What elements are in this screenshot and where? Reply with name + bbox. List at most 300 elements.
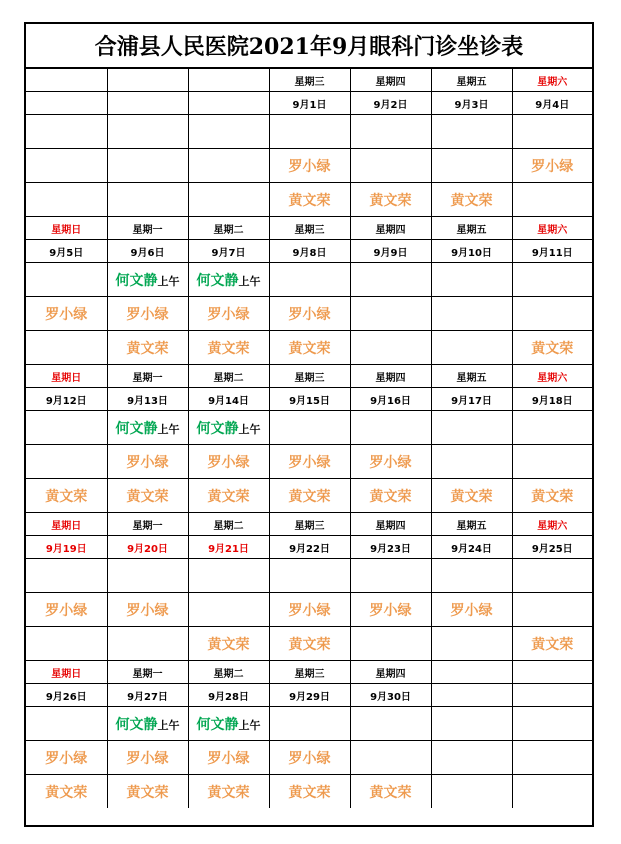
weekday-cell: [107, 513, 188, 536]
weekday-cell: [350, 217, 431, 240]
duty-cell: [107, 707, 188, 741]
duty-row: [26, 593, 592, 627]
duty-cell: [431, 331, 512, 365]
weekday-cell: [26, 365, 107, 388]
weekday-label: 星期六: [537, 520, 568, 532]
doctor-name: 黄文荣: [45, 488, 88, 505]
doctor-name: 罗小绿: [207, 750, 250, 767]
weekday-label: 星期四: [375, 520, 406, 532]
doctor-name: 黄文荣: [207, 784, 250, 801]
duty-cell: [188, 741, 269, 775]
duty-cell: [512, 445, 592, 479]
doctor-name: 黄文荣: [207, 340, 250, 357]
date-cell: [269, 92, 350, 115]
duty-cell: [26, 775, 107, 809]
date-cell: [188, 240, 269, 263]
doctor-name: 黄文荣: [288, 636, 331, 653]
date-row: [26, 92, 592, 115]
duty-cell: [107, 445, 188, 479]
date-cell: [512, 684, 592, 707]
doctor-name: 罗小绿: [531, 158, 574, 175]
duty-cell: [188, 183, 269, 217]
date-cell: [431, 92, 512, 115]
duty-cell: [350, 445, 431, 479]
duty-cell: [107, 559, 188, 593]
duty-cell: [188, 331, 269, 365]
date-cell: [107, 536, 188, 559]
duty-row: [26, 149, 592, 183]
weekday-cell: [431, 661, 512, 684]
duty-cell: [431, 149, 512, 183]
date-label: 9月10日: [451, 247, 492, 259]
duty-cell: [350, 559, 431, 593]
doctor-name: 罗小绿: [126, 454, 169, 471]
weekday-cell: [512, 69, 592, 92]
session-label: 上午: [157, 718, 180, 732]
duty-cell: [350, 593, 431, 627]
duty-cell: [269, 115, 350, 149]
duty-cell: [107, 263, 188, 297]
date-label: 9月7日: [211, 247, 246, 259]
duty-cell: [26, 593, 107, 627]
date-label: 9月28日: [208, 691, 249, 703]
date-label: 9月22日: [289, 543, 330, 555]
duty-cell: [431, 445, 512, 479]
date-label: 9月29日: [289, 691, 330, 703]
duty-cell: [512, 775, 592, 809]
doctor-name: 黄文荣: [45, 784, 88, 801]
doctor-name: 何文静: [196, 716, 239, 733]
doctor-name: 罗小绿: [288, 306, 331, 323]
doctor-name: 何文静: [115, 272, 158, 289]
duty-cell: [26, 331, 107, 365]
session-label: 上午: [238, 274, 261, 288]
date-row: [26, 240, 592, 263]
duty-cell: [26, 559, 107, 593]
date-label: 9月30日: [370, 691, 411, 703]
date-cell: [188, 388, 269, 411]
duty-cell: [26, 183, 107, 217]
weekday-cell: [350, 513, 431, 536]
date-cell: [512, 240, 592, 263]
weekday-cell: [512, 365, 592, 388]
doctor-name: 黄文荣: [126, 488, 169, 505]
weekday-cell: [188, 69, 269, 92]
duty-row: [26, 707, 592, 741]
date-cell: [431, 388, 512, 411]
duty-cell: [350, 115, 431, 149]
doctor-name: 罗小绿: [126, 306, 169, 323]
date-cell: [107, 92, 188, 115]
duty-cell: [188, 775, 269, 809]
duty-cell: [188, 297, 269, 331]
duty-cell: [26, 115, 107, 149]
date-label: 9月16日: [370, 395, 411, 407]
duty-cell: [269, 559, 350, 593]
date-cell: [107, 684, 188, 707]
date-cell: [107, 388, 188, 411]
weekday-cell: [512, 513, 592, 536]
doctor-name: 罗小绿: [369, 454, 412, 471]
duty-cell: [269, 445, 350, 479]
duty-cell: [269, 741, 350, 775]
duty-cell: [512, 741, 592, 775]
duty-cell: [188, 479, 269, 513]
duty-cell: [350, 707, 431, 741]
weekday-cell: [188, 513, 269, 536]
duty-cell: [269, 149, 350, 183]
weekday-cell: [512, 217, 592, 240]
date-label: 9月8日: [292, 247, 327, 259]
date-cell: [26, 536, 107, 559]
doctor-name: 罗小绿: [207, 454, 250, 471]
weekday-label: 星期四: [375, 668, 406, 680]
weekday-label: 星期四: [375, 76, 406, 88]
date-row: [26, 536, 592, 559]
date-cell: [512, 536, 592, 559]
weekday-cell: [188, 661, 269, 684]
duty-cell: [188, 411, 269, 445]
date-cell: [350, 536, 431, 559]
duty-row: [26, 775, 592, 809]
duty-row: [26, 183, 592, 217]
duty-cell: [431, 593, 512, 627]
duty-cell: [188, 115, 269, 149]
duty-cell: [107, 115, 188, 149]
date-label: 9月1日: [292, 99, 327, 111]
duty-cell: [26, 263, 107, 297]
doctor-name: 罗小绿: [288, 158, 331, 175]
weekday-label: 星期四: [375, 224, 406, 236]
duty-row: [26, 741, 592, 775]
date-label: 9月13日: [127, 395, 168, 407]
date-label: 9月20日: [127, 543, 168, 555]
doctor-name: 黄文荣: [450, 192, 493, 209]
weekday-label: 星期三: [294, 668, 325, 680]
duty-cell: [188, 593, 269, 627]
date-label: 9月26日: [45, 691, 87, 703]
duty-cell: [107, 331, 188, 365]
weekday-label: 星期六: [537, 224, 568, 236]
doctor-name: 黄文荣: [369, 488, 412, 505]
date-cell: [431, 684, 512, 707]
date-label: 9月19日: [45, 543, 87, 555]
weekday-label: 星期三: [294, 520, 325, 532]
doctor-name: 黄文荣: [531, 488, 574, 505]
date-label: 9月21日: [208, 543, 249, 555]
duty-cell: [188, 149, 269, 183]
weekday-label: 星期日: [51, 372, 82, 384]
weekday-cell: [350, 661, 431, 684]
date-label: 9月11日: [531, 247, 573, 259]
duty-row: [26, 263, 592, 297]
weekday-cell: [107, 365, 188, 388]
duty-cell: [107, 297, 188, 331]
duty-cell: [26, 707, 107, 741]
duty-cell: [512, 627, 592, 661]
date-cell: [269, 536, 350, 559]
duty-cell: [512, 411, 592, 445]
date-label: 9月15日: [289, 395, 330, 407]
weekday-label: 星期二: [213, 224, 244, 236]
duty-cell: [431, 741, 512, 775]
doctor-name: 黄文荣: [207, 488, 250, 505]
weekday-label: 星期六: [537, 76, 568, 88]
duty-row: [26, 627, 592, 661]
duty-cell: [431, 627, 512, 661]
date-label: 9月12日: [45, 395, 87, 407]
weekday-cell: [26, 661, 107, 684]
weekday-label: 星期日: [51, 668, 82, 680]
date-label: 9月2日: [373, 99, 408, 111]
weekday-row: [26, 513, 592, 536]
weekday-label: 星期三: [294, 76, 325, 88]
page-title: 合浦县人民医院2021年9月眼科门诊坐诊表: [26, 24, 592, 69]
duty-cell: [188, 559, 269, 593]
duty-cell: [269, 411, 350, 445]
duty-cell: [269, 263, 350, 297]
duty-cell: [512, 263, 592, 297]
duty-cell: [512, 707, 592, 741]
weekday-cell: [350, 69, 431, 92]
schedule-sheet: [24, 22, 594, 827]
date-cell: [269, 684, 350, 707]
date-cell: [107, 240, 188, 263]
duty-row: [26, 479, 592, 513]
duty-cell: [350, 479, 431, 513]
duty-cell: [431, 411, 512, 445]
duty-cell: [107, 741, 188, 775]
duty-cell: [107, 775, 188, 809]
doctor-name: 黄文荣: [288, 192, 331, 209]
duty-cell: [431, 183, 512, 217]
duty-cell: [431, 297, 512, 331]
weekday-label: 星期四: [375, 372, 406, 384]
weekday-cell: [269, 661, 350, 684]
date-label: 9月18日: [531, 395, 573, 407]
doctor-name: 何文静: [196, 420, 239, 437]
date-label: 9月25日: [531, 543, 573, 555]
weekday-cell: [269, 365, 350, 388]
weekday-label: 星期日: [51, 520, 82, 532]
duty-cell: [107, 593, 188, 627]
date-label: 9月5日: [49, 247, 84, 259]
duty-cell: [512, 115, 592, 149]
duty-cell: [512, 331, 592, 365]
doctor-name: 罗小绿: [450, 602, 493, 619]
duty-cell: [512, 593, 592, 627]
duty-cell: [431, 115, 512, 149]
weekday-cell: [26, 217, 107, 240]
weekday-label: 星期五: [456, 372, 487, 384]
date-row: [26, 684, 592, 707]
weekday-cell: [431, 217, 512, 240]
duty-cell: [431, 559, 512, 593]
weekday-cell: [431, 365, 512, 388]
duty-cell: [107, 411, 188, 445]
duty-cell: [350, 627, 431, 661]
date-cell: [188, 536, 269, 559]
duty-cell: [350, 741, 431, 775]
duty-row: [26, 445, 592, 479]
date-row: [26, 388, 592, 411]
duty-cell: [26, 411, 107, 445]
doctor-name: 黄文荣: [288, 488, 331, 505]
date-label: 9月27日: [127, 691, 168, 703]
duty-cell: [107, 183, 188, 217]
doctor-name: 罗小绿: [126, 602, 169, 619]
weekday-label: 星期一: [132, 372, 163, 384]
duty-cell: [350, 149, 431, 183]
doctor-name: 罗小绿: [288, 602, 331, 619]
duty-cell: [512, 479, 592, 513]
date-label: 9月4日: [535, 99, 570, 111]
date-label: 9月23日: [370, 543, 411, 555]
session-label: 上午: [157, 274, 180, 288]
weekday-cell: [431, 513, 512, 536]
weekday-label: 星期五: [456, 76, 487, 88]
duty-cell: [26, 479, 107, 513]
duty-cell: [107, 627, 188, 661]
duty-cell: [350, 411, 431, 445]
doctor-name: 黄文荣: [531, 636, 574, 653]
weekday-label: 星期二: [213, 372, 244, 384]
doctor-name: 罗小绿: [369, 602, 412, 619]
duty-cell: [26, 297, 107, 331]
doctor-name: 何文静: [196, 272, 239, 289]
date-cell: [350, 388, 431, 411]
weekday-label: 星期六: [537, 372, 568, 384]
duty-cell: [512, 297, 592, 331]
duty-cell: [269, 775, 350, 809]
weekday-cell: [350, 365, 431, 388]
duty-cell: [512, 149, 592, 183]
duty-row: [26, 411, 592, 445]
date-cell: [350, 684, 431, 707]
duty-row: [26, 331, 592, 365]
duty-cell: [26, 741, 107, 775]
duty-cell: [350, 183, 431, 217]
weekday-label: 星期五: [456, 520, 487, 532]
doctor-name: 罗小绿: [288, 750, 331, 767]
date-label: 9月6日: [130, 247, 165, 259]
doctor-name: 黄文荣: [369, 784, 412, 801]
duty-cell: [269, 297, 350, 331]
date-label: 9月24日: [451, 543, 492, 555]
weekday-label: 星期二: [213, 668, 244, 680]
duty-cell: [350, 297, 431, 331]
weekday-row: [26, 365, 592, 388]
weekday-label: 星期日: [51, 224, 82, 236]
date-label: 9月3日: [454, 99, 489, 111]
duty-row: [26, 559, 592, 593]
doctor-name: 黄文荣: [207, 636, 250, 653]
duty-cell: [188, 627, 269, 661]
date-cell: [350, 92, 431, 115]
weekday-cell: [269, 217, 350, 240]
duty-cell: [26, 445, 107, 479]
doctor-name: 罗小绿: [288, 454, 331, 471]
duty-cell: [269, 331, 350, 365]
weekday-row: [26, 661, 592, 684]
weekday-cell: [26, 513, 107, 536]
doctor-name: 何文静: [115, 420, 158, 437]
weekday-label: 星期二: [213, 520, 244, 532]
weekday-label: 星期三: [294, 224, 325, 236]
doctor-name: 罗小绿: [45, 306, 88, 323]
weekday-row: [26, 69, 592, 92]
date-cell: [188, 684, 269, 707]
duty-cell: [269, 707, 350, 741]
weekday-label: 星期三: [294, 372, 325, 384]
duty-cell: [269, 593, 350, 627]
doctor-name: 黄文荣: [126, 784, 169, 801]
duty-cell: [269, 479, 350, 513]
date-cell: [269, 240, 350, 263]
date-label: 9月14日: [208, 395, 249, 407]
date-cell: [431, 536, 512, 559]
schedule-table: [26, 69, 592, 808]
doctor-name: 黄文荣: [288, 340, 331, 357]
duty-cell: [26, 149, 107, 183]
doctor-name: 罗小绿: [45, 602, 88, 619]
weekday-cell: [269, 513, 350, 536]
date-label: 9月9日: [373, 247, 408, 259]
duty-row: [26, 297, 592, 331]
weekday-cell: [107, 661, 188, 684]
date-label: 9月17日: [451, 395, 492, 407]
duty-cell: [350, 331, 431, 365]
duty-cell: [188, 263, 269, 297]
weekday-label: 星期一: [132, 224, 163, 236]
session-label: 上午: [238, 718, 261, 732]
weekday-cell: [107, 69, 188, 92]
duty-cell: [512, 183, 592, 217]
date-cell: [431, 240, 512, 263]
date-cell: [26, 388, 107, 411]
date-cell: [350, 240, 431, 263]
weekday-cell: [269, 69, 350, 92]
session-label: 上午: [157, 422, 180, 436]
duty-cell: [431, 707, 512, 741]
date-cell: [512, 388, 592, 411]
duty-cell: [350, 263, 431, 297]
duty-row: [26, 115, 592, 149]
duty-cell: [269, 627, 350, 661]
date-cell: [512, 92, 592, 115]
weekday-cell: [26, 69, 107, 92]
duty-cell: [431, 775, 512, 809]
duty-cell: [26, 627, 107, 661]
duty-cell: [512, 559, 592, 593]
weekday-label: 星期一: [132, 520, 163, 532]
weekday-label: 星期五: [456, 224, 487, 236]
weekday-row: [26, 217, 592, 240]
doctor-name: 黄文荣: [288, 784, 331, 801]
duty-cell: [107, 479, 188, 513]
weekday-cell: [188, 217, 269, 240]
date-cell: [188, 92, 269, 115]
duty-cell: [188, 707, 269, 741]
duty-cell: [188, 445, 269, 479]
duty-cell: [107, 149, 188, 183]
session-label: 上午: [238, 422, 261, 436]
doctor-name: 黄文荣: [369, 192, 412, 209]
date-cell: [26, 240, 107, 263]
duty-cell: [431, 479, 512, 513]
weekday-cell: [107, 217, 188, 240]
doctor-name: 罗小绿: [207, 306, 250, 323]
